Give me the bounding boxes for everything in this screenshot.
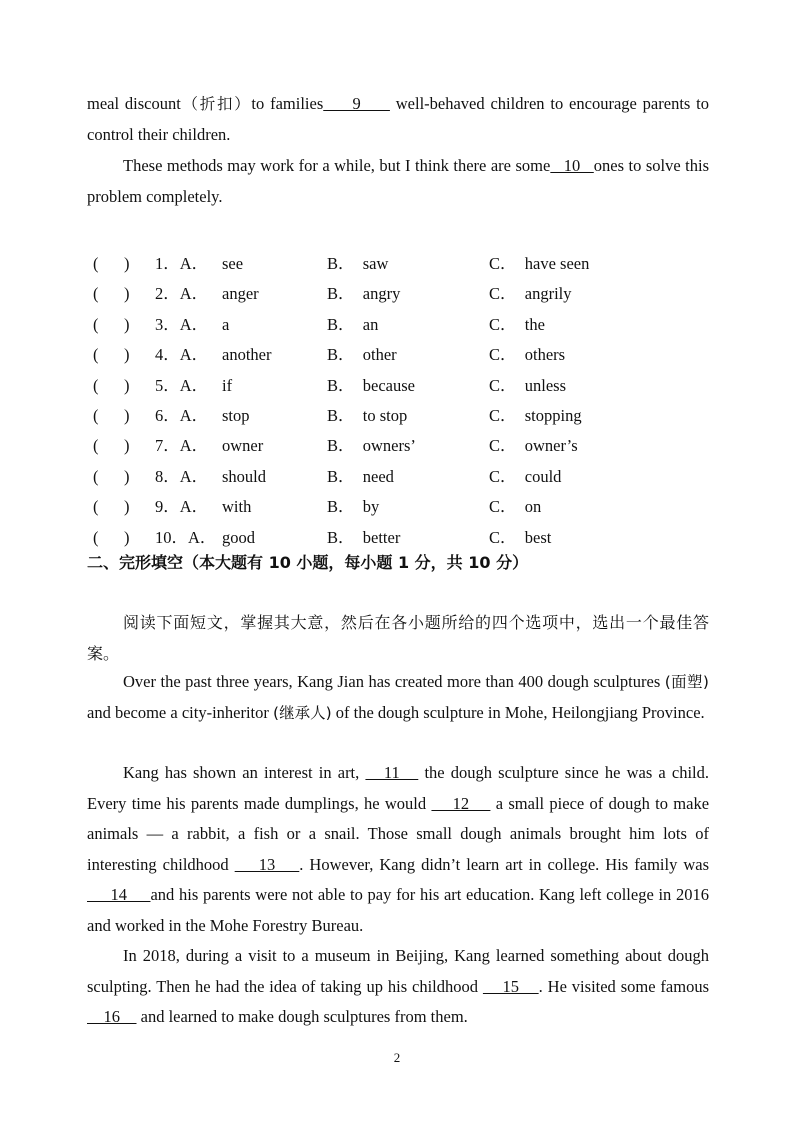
question-number: 1．A． [155,254,209,273]
option-b-label: B． [327,314,355,334]
section-heading: 二、完形填空（本大题有 10 小题，每小题 1 分，共 10 分） [87,553,529,572]
option-b-text: because [362,375,415,395]
option-b-text: an [362,314,379,334]
option-b [327,401,407,431]
text-run: and become a city-inheritor [87,702,274,722]
option-b-label: B． [327,406,355,425]
answer-paren-close: ) [124,375,130,395]
option-b-text: better [362,527,401,547]
option-b-label: B． [327,375,355,395]
option-a: another [222,345,272,365]
text-run: In 2018, during a visit to a museum in Beijing, Kang learned something about dough sculpting. Then he had the idea of taking up his childhood [87,946,709,996]
answer-paren-close: ) [124,284,130,304]
text-run: well-behaved children to encourage parents to control their children. [87,94,710,144]
option-c [489,340,565,370]
option-b-text: by [362,497,380,517]
option-b [327,371,415,401]
blank-13: 13 [234,854,300,874]
question-number: 3．A． [155,314,209,334]
option-b-text: other [362,345,397,365]
option-row [87,340,687,370]
option-row [87,310,687,340]
answer-paren-open: ( [93,527,99,547]
option-c [489,431,578,461]
blank-16: 16 [87,1007,137,1026]
option-c-label: C． [489,254,517,273]
option-c-label: C． [489,284,517,304]
option-b-label: B． [327,254,355,273]
blank-10: 10 [550,156,594,175]
text-run: . He visited some famous [538,976,710,996]
option-row [87,249,687,279]
option-c-text: on [524,497,542,517]
answer-paren-open: ( [93,375,99,395]
option-row [87,462,687,492]
passage-continuation [87,89,709,150]
option-b [327,431,416,461]
answer-paren-open: ( [93,284,99,304]
option-c [489,401,582,431]
option-row [87,401,687,431]
answer-paren-close: ) [124,497,130,517]
answer-paren-close: ) [124,466,130,486]
option-c [489,279,572,309]
option-b-label: B． [327,284,355,304]
answer-paren-close: ) [124,436,130,456]
chinese-gloss: (面塑) [664,673,709,691]
option-c-label: C． [489,466,517,486]
option-c-label: C． [489,497,517,517]
text-run: a small piece of dough to make animals — a rabbit, a fish or a snail. Those small dough animals brought him lots of interesting childhood [87,793,710,874]
cloze-paragraph-2 [87,758,709,941]
option-c-text: angrily [524,284,572,304]
question-number: 5．A． [155,375,209,395]
option-c [489,249,589,279]
text-run: Over the past three years, Kang Jian has created more than 400 dough sculptures [123,672,665,691]
cloze-paragraph-3 [87,941,709,1033]
option-a: stop [222,406,250,425]
option-c-text: have seen [524,254,590,273]
text-run: ones to solve this problem completely. [87,156,710,206]
option-c-text: the [524,314,545,334]
option-c-label: C． [489,314,517,334]
question-number: 2．A． [155,284,209,304]
answer-paren-close: ) [124,527,130,547]
option-c-label: C． [489,436,517,456]
chinese-gloss: (继承人) [273,703,332,722]
option-c-label: C． [489,345,517,365]
answer-paren-open: ( [93,406,99,425]
text-run: Kang has shown an interest in art, [123,763,366,782]
answer-paren-open: ( [93,314,99,334]
blank-14: 14 [87,885,151,904]
text-run: These methods may work for a while, but I think there are some [123,156,551,175]
option-a: see [222,254,244,273]
question-number: 8．A． [155,466,209,486]
text-run: and his parents were not able to pay for his art education. Kang left college in 2016 and worked in the Mohe Forestry Bureau. [87,885,710,935]
option-row [87,279,687,309]
option-b-label: B． [327,466,355,486]
text-run: meal discount [87,94,181,113]
option-a: anger [222,284,259,304]
option-b-text: to stop [362,406,408,425]
answer-paren-open: ( [93,497,99,517]
blank-15: 15 [482,976,539,996]
cloze-paragraph-1 [87,667,709,728]
option-c-text: best [524,527,552,547]
text-run: and learned to make dough sculptures from them. [136,1007,468,1026]
option-b-text: angry [362,284,401,304]
answer-paren-close: ) [124,345,130,365]
option-c-label: C． [489,375,517,395]
option-c [489,310,545,340]
option-b [327,340,397,370]
option-b-label: B． [327,527,355,547]
option-b [327,279,400,309]
answer-paren-open: ( [93,345,99,365]
text-run: of the dough sculpture in Mohe, Heilongjiang Province. [331,702,705,722]
option-b [327,492,379,522]
answer-paren-open: ( [93,436,99,456]
text-run: the dough sculpture since he was a child. Every time his parents made dumplings, he would [87,763,710,813]
option-b-text: saw [362,254,389,273]
option-b-label: B． [327,436,355,456]
option-b-text: need [362,466,394,486]
answer-paren-close: ) [124,254,130,273]
instructions: 阅读下面短文，掌握其大意，然后在各小题所给的四个选项中，选出一个最佳答案。 [87,613,709,663]
blank-9: 9 [323,94,390,113]
option-c-text: owner’s [524,436,578,456]
option-a: with [222,497,252,517]
option-b-label: B． [327,497,355,517]
blank-11: 11 [365,763,419,782]
option-c-text: could [524,466,562,486]
option-row [87,431,687,461]
option-c-text: unless [524,375,567,395]
option-a: owner [222,436,264,456]
option-row [87,492,687,522]
question-number: 7．A． [155,436,209,456]
option-c [489,462,561,492]
option-c-text: others [524,345,566,365]
page-number: 2 [393,1050,401,1065]
option-a: should [222,466,267,486]
chinese-gloss: （折扣） [180,95,252,113]
blank-12: 12 [431,793,491,813]
option-c [489,371,566,401]
option-row [87,371,687,401]
option-b [327,249,388,279]
answer-paren-close: ) [124,314,130,334]
option-b [327,462,394,492]
option-c-label: C． [489,527,517,547]
question-number: 6．A． [155,406,209,425]
text-run: . However, Kang didn’t learn art in college. His family was [299,854,709,874]
question-number: 9．A． [155,497,209,517]
option-a: if [222,375,233,395]
question-number: 4．A． [155,345,209,365]
option-b-label: B． [327,345,355,365]
answer-paren-close: ) [124,406,130,425]
option-a: a [222,314,230,334]
option-c-label: C． [489,406,517,425]
option-a: good [222,527,255,547]
question-number: 10．A． [155,527,217,547]
option-b [327,310,378,340]
answer-paren-open: ( [93,254,99,273]
passage-paragraph [87,151,709,212]
answer-paren-open: ( [93,466,99,486]
option-b-text: owners’ [362,436,416,456]
text-run: to families [251,94,324,113]
option-c [489,492,541,522]
option-c-text: stopping [524,406,582,425]
